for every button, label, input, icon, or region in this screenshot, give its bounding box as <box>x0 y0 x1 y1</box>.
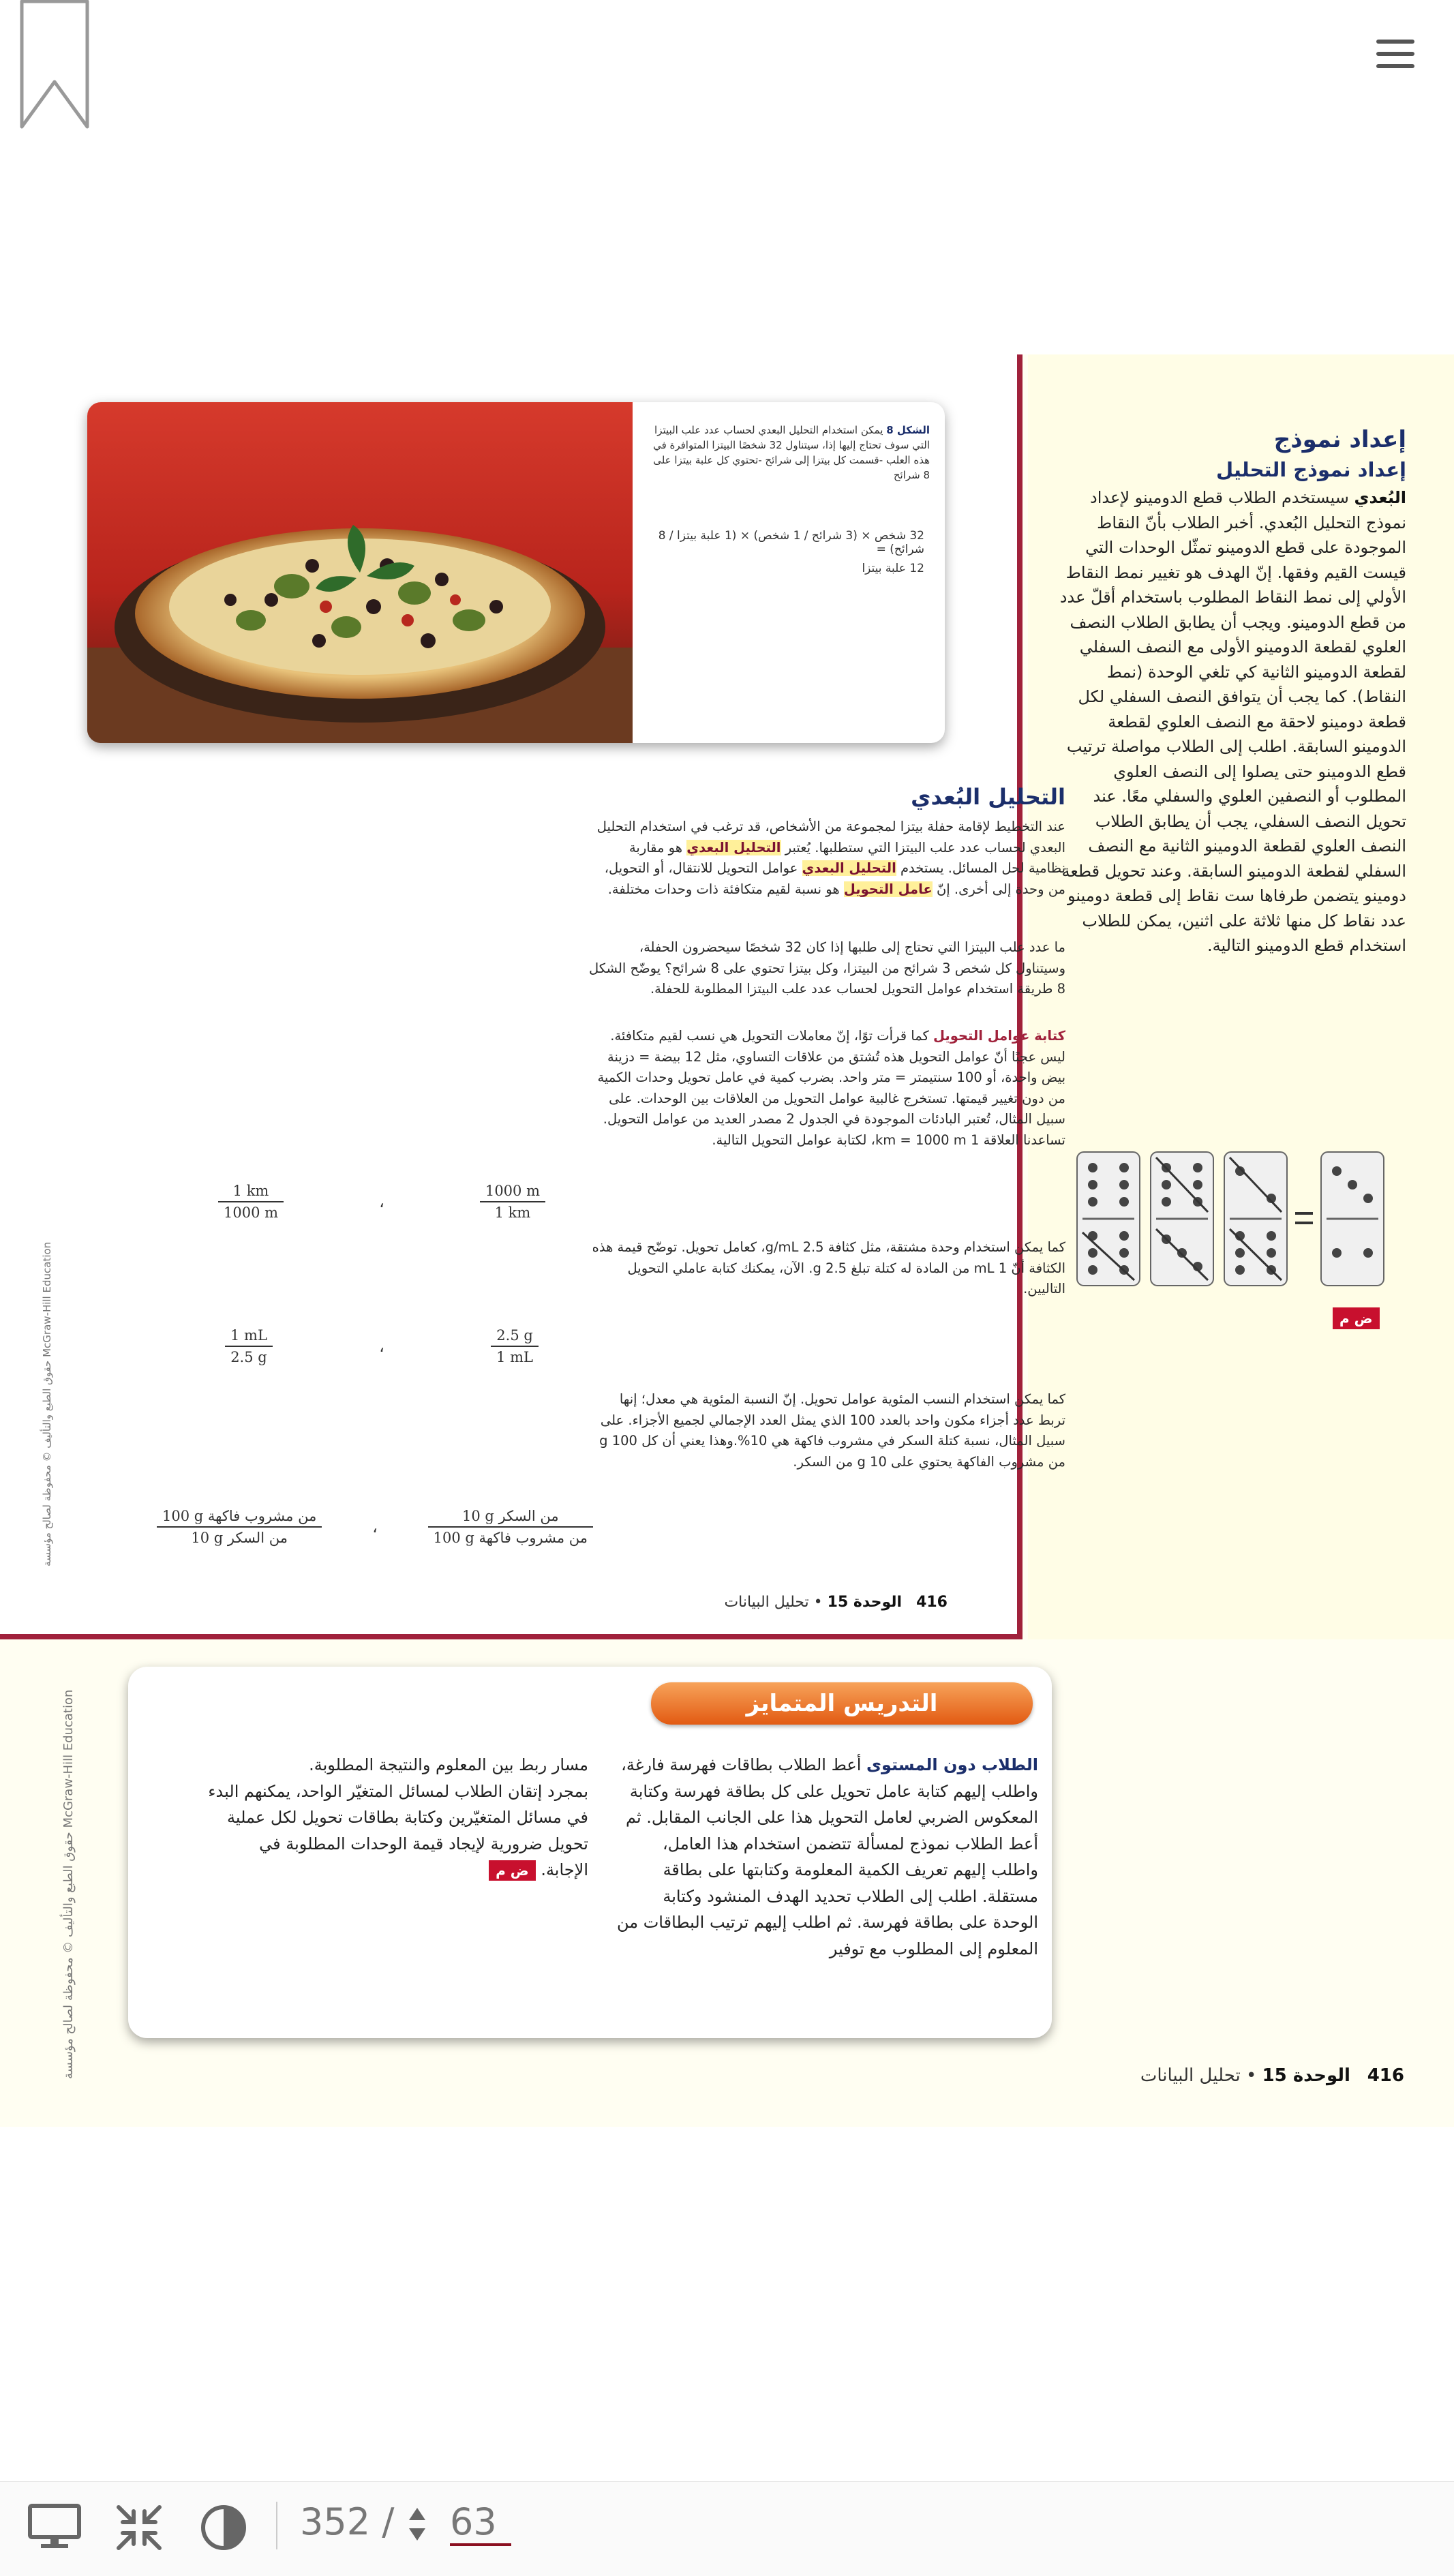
section-title: التحليل البُعدي <box>911 784 1065 810</box>
paragraph-example: ما عدد علب البيتزا التي تحتاج إلى طلبها إذا كان 32 شخصًا سيحضرون الحفلة، وسيتناول كل شخص 3 شرائح من البيتزا، وكل بيتزا تحتوي على 8 شرائح؟ يوضّح الشكل 8 طريقة استخدام عوامل التحويل لحساب عدد علب البيتزا المطلوبة للحفلة. <box>589 939 1065 997</box>
page-separator: / <box>382 2500 395 2543</box>
key-term: عامل التحويل <box>843 881 933 897</box>
diff-text: أعط الطلاب بطاقات فهرسة فارغة، واطلب إليهم كتابة عامل تحويل على كل بطاقة فهرسة وكتابة المعكوس الضربي لعامل التحويل هذا على الجانب المقابل. ثم أعط الطلاب نموذج لمسألة تتضمن استخدام هذا العامل، واطلب إليهم تعريف الكمية المعلومة وكتابتها على بطاقة مستقلة. اطلب إلى الطلاب تحديد الهدف المنشود وكتابة الوحدة على بطاقة فهرسة. ثم اطلب إليهم ترتيب البطاقات من المعلوم إلى المطلوب مع توفير <box>616 1755 1038 1958</box>
topic-label: تحليل البيانات <box>1140 2065 1241 2086</box>
sidebar-body <box>1052 485 1406 958</box>
fraction: $\frac{1000 m}{1 km}$ <box>480 1183 545 1221</box>
bookmark-icon[interactable] <box>19 0 90 130</box>
figure-text: يمكن استخدام التحليل البعدي لحساب عدد علب البيتزا التي سوف تحتاج إليها إذا، سيتناول 32 شخصًا البيتزا المتوافرة في هذه العلب -قسمت كل بيتزا إلى شرائح -تحتوي كل علبة بيتزا على 8 شرائح <box>653 424 930 481</box>
fraction: $\frac{\text{10 g من السكر}}{\text{100 g من مشروب فاكهة}}$ <box>428 1508 593 1546</box>
page-number: 416 <box>1367 2065 1404 2086</box>
collapse-icon[interactable] <box>115 2503 164 2552</box>
level-badge: ض م <box>1333 1307 1380 1329</box>
sidebar-lead: البُعدي <box>1354 488 1406 507</box>
sidebar-subtitle: إعداد نموذج التحليل <box>1216 458 1406 481</box>
page-number-input[interactable] <box>450 2500 511 2546</box>
figure-label: الشكل 8 <box>886 424 930 436</box>
figure-result: 12 علبة بيتزا <box>862 562 924 575</box>
paragraph-text: كما قرأت توًا، إنّ معاملات التحويل هي نسب لقيم متكافئة. ليس عجبًا أنّ عوامل التحويل هذه تُشتق من علاقات التساوي، مثل 12 بيضة = دزينة بيض واحدة، أو 100 سنتيمتر = متر واحد. بضرب كمية في عامل تحويل وحدات الكمية من دون تغيير قيمتها. تستخرج غالبية عوامل التحويل من العلاقات بين الوحدات. على سبيل المثال، تُعتبر البادئات الموجودة في الجدول 2 مصدر العديد من عوامل التحويل. تساعدنا العلاقة 1 km = 1000 m، لكتابة عوامل التحويل التالية. <box>597 1028 1065 1148</box>
page-footer-teacher: 416 الوحدة 15 • تحليل البيانات <box>1140 2065 1404 2086</box>
subheading: كتابة عوامل التحويل <box>933 1028 1065 1044</box>
pizza-photo <box>87 402 633 743</box>
copyright-teacher: حقوق الطبع والتأليف © محفوظة لصالح مؤسسة McGraw-Hill Education <box>61 1689 76 2079</box>
monitor-icon[interactable] <box>27 2503 82 2551</box>
fraction-row-km <box>218 1178 545 1226</box>
current-page: 352 <box>300 2500 371 2543</box>
fraction: $\frac{1 mL}{2.5 g}$ <box>225 1327 273 1365</box>
diff-column-left <box>207 1752 588 1883</box>
contrast-icon[interactable] <box>199 2503 248 2552</box>
sidebar-text: سيستخدم الطلاب قطع الدومينو لإعداد نموذج التحليل البُعدي. أخبر الطلاب بأنّ النقاط الموجودة على قطع الدومينو تمثّل الوحدات التي قيست القيم وفقها. إنّ الهدف هو تغيير نمط النقاط الأولي إلى نمط النقاط المطلوب باستخدام أقلّ عدد من قطع الدومينو. ويجب أن يطابق الطلاب النصف العلوي لقطعة الدومينو الأولى مع النصف السفلي لقطعة الدومينو الثانية كي تلغي الوحدة (نمط النقاط). كما يجب أن يتوافق النصف السفلي لكل قطعة دومينو لاحقة مع النصف العلوي لقطعة الدومينو السابقة. اطلب إلى الطلاب مواصلة ترتيب قطع الدومينو حتى يصلوا إلى النصف العلوي المطلوب أو النصفين العلوي والسفلي معًا. عند تحويل النصف السفلي، يجب أن يطابق الطلاب النصف العلوي لقطعة الدومينو الثانية مع النصف السفلي لقطعة الدومينو السابقة. وعند تحويل قطعة دومينو يتضمن طرفاها ست نقاط إلى قطعة دومينو عدد نقاط كل منها ثلاثة على اثنين، يمكن للطلاب استخدام قطع الدومينو التالية. <box>1059 488 1406 955</box>
fraction-row-percent <box>157 1500 593 1554</box>
fraction: $\frac{2.5 g}{1 mL}$ <box>491 1327 539 1365</box>
paragraph-conversion-factors <box>588 1026 1065 1151</box>
paragraph-text: عوامل التحويل للانتقال، أو التحويل، من وحدة إلى أخرى. إنّ <box>604 860 1065 897</box>
dominoes-illustration <box>1076 1151 1389 1287</box>
diff-text: مسار ربط بين المعلوم والنتيجة المطلوبة. <box>309 1755 588 1774</box>
differentiated-header: التدريس المتمايز <box>651 1682 1033 1725</box>
fraction: $\frac{\text{100 g من مشروب فاكهة}}{\text{10 g من السكر}}$ <box>157 1508 322 1546</box>
menu-icon[interactable] <box>1376 40 1414 71</box>
diff-text: بمجرد إتقان الطلاب لمسائل المتغيّر الواحد، يمكنهم البدء في مسائل المتغيّرين وكتابة بطاقات تحويل لكل عملية تحويل ضرورية لإيجاد قيمة الوحدات المطلوبة في الإجابة. <box>208 1781 588 1879</box>
stepper-icon[interactable] <box>408 2505 427 2543</box>
separator: ، <box>372 1517 378 1536</box>
paragraph-text: هو نسبة لقيم متكافئة ذات وحدات مختلفة. <box>607 881 840 897</box>
topic-label: تحليل البيانات <box>724 1594 809 1611</box>
fraction: $\frac{1 km}{1000 m}$ <box>218 1183 284 1221</box>
figure-equation: 32 شخص × (3 شرائح / 1 شخص) × (1 علبة بيتزا / 8 شرائح) = <box>658 529 924 556</box>
separator: ، <box>379 1337 384 1356</box>
paragraph-intro <box>588 817 1065 900</box>
page-footer-student: 416 الوحدة 15 • تحليل البيانات <box>724 1594 948 1611</box>
paragraph-density: كما يمكن استخدام وحدة مشتقة، مثل كثافة 2.5 g/mL، كعامل تحويل. توضّح قيمة هذه الكثافة أنّ 1 mL من المادة له كتلة تبلغ 2.5 g. الآن، يمكنك كتابة عاملي التحويل التاليين. <box>592 1239 1065 1297</box>
key-term: التحليل البعدي <box>686 839 781 855</box>
copyright-student: حقوق الطبع والتأليف © محفوظة لصالح مؤسسة McGraw-Hill Education <box>41 1241 53 1566</box>
paragraph-text: عند التخطيط لإقامة حفلة بيتزا لمجموعة من الأشخاص، قد ترغب في استخدام التحليل البعدي لحساب عدد علب البيتزا التي ستطلبها. يُعتبر <box>596 819 1065 855</box>
sidebar-title: إعداد نموذج <box>1273 426 1406 453</box>
page-number: 416 <box>916 1594 948 1611</box>
figure-card <box>87 402 945 743</box>
separator: ، <box>379 1192 384 1211</box>
paragraph-text: هو مقاربة نظامية لحل المسائل. يستخدم <box>628 839 1065 876</box>
paragraph-percent: كما يمكن استخدام النسب المئوية عوامل تحويل. إنّ النسبة المئوية هي معدل؛ إنها تربط عدد أجزاء مكون واحد بالعدد 100 الذي يمثل العدد الإجمالي لجميع الأجزاء. على سبيل المثال، نسبة كتلة السكر في مشروب فاكهة هي 10%.وهذا يعني أن كل 100 g من مشروب الفاكهة يحتوي على 10 g من السكر. <box>599 1391 1065 1470</box>
figure-caption <box>643 423 930 483</box>
toolbar-divider <box>276 2502 277 2549</box>
key-term: التحليل البعدي <box>802 860 896 876</box>
unit-label: الوحدة 15 <box>1262 2065 1350 2086</box>
level-label: الطلاب دون المستوى <box>866 1755 1038 1774</box>
fraction-row-density <box>225 1322 539 1370</box>
level-badge: ض م <box>489 1860 536 1881</box>
page-count <box>300 2500 394 2543</box>
diff-column-right <box>616 1752 1038 1962</box>
unit-label: الوحدة 15 <box>827 1594 903 1611</box>
